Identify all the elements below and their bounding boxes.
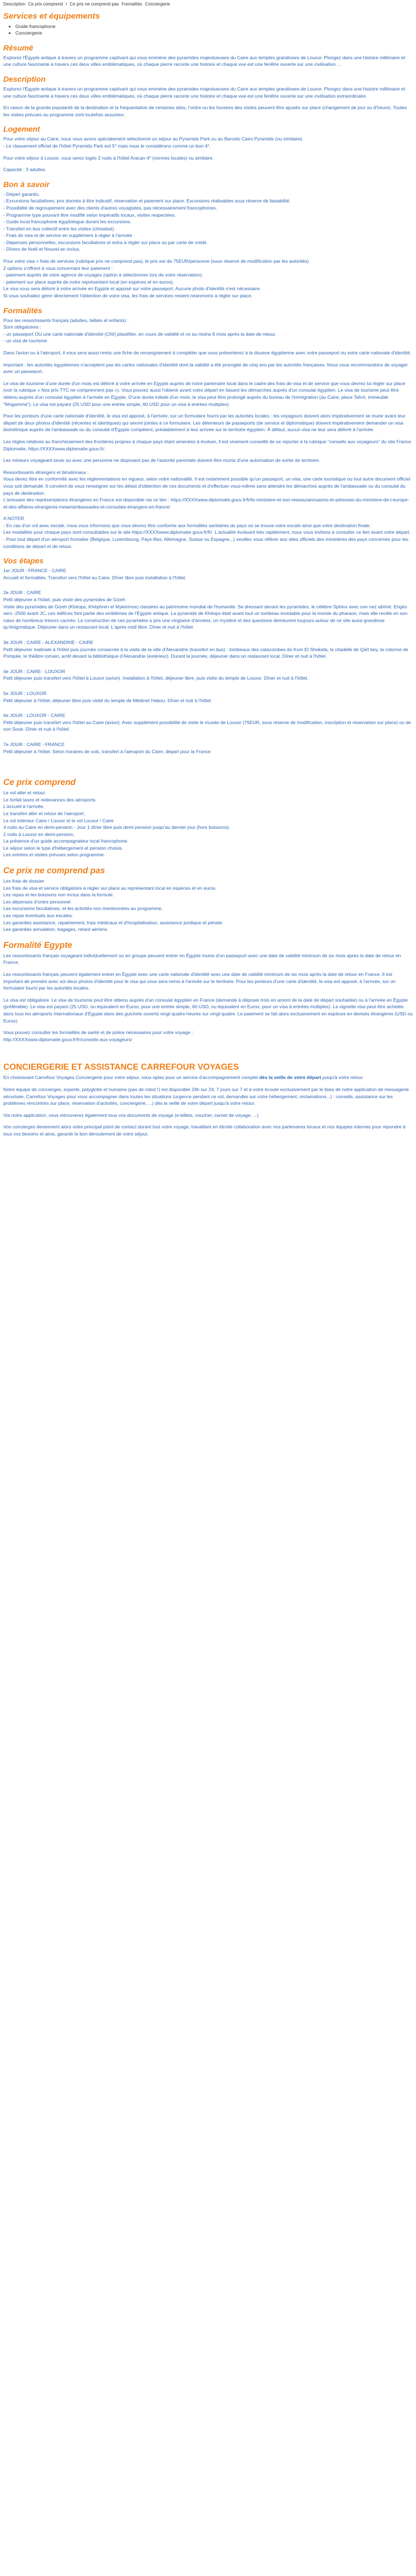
day-heading: 7e JOUR : CAIRE - FRANCE xyxy=(3,741,65,747)
day-heading: 2e JOUR : CAIRE xyxy=(3,590,41,596)
formalites-line: Vous devez être en conformité avec les réglementations en vigueur, selon votre nationalité. Il est notamment possible qu'un passeport, un visa, une carte touristique ou tout autre document officiel vous soit demandé. Il convient de vous renseigner sur les délais d'obtention de ces documents et d'effectuer vous-même sans attendre les démarches auprès de l'ambassade ou du consulat du pays de destination. xyxy=(3,476,411,496)
crumb-description[interactable]: Description xyxy=(3,2,26,7)
description-text: Explorez l'Égypte antique à travers un programme captivant qui vous emmène des pyramides majestueuses du Caire aux temples grandioses de Louxor. Plongez dans une histoire millénaire et une culture fascinante à travers ces deux villes emblématiques, où chaque pierre raconte une histoire et chaque vue est une fenêtre ouverte sur une civilisation extraordinaire xyxy=(3,86,406,99)
formalites-para: Pour les porteurs d'une carte nationale d'identité, le visa est apposé, à l'arrivée, sur un formulaire fourni par les autorités locales : les voyageurs doivent alors impérativement se munir avant leur départ de deux photos d'identité (récentes et identiques) qui seront jointes à ce formulaire. Les détenteurs de passeports (de service et diplomatique) doivent impérativement demander un visa biométrique auprès de l'ambassade ou du consulat d'Égypte compétent, préalablement à leur arrivée sur le territoire égyptien. À défaut, aucun visa ne leur sera délivré à l'arrivée. xyxy=(3,413,406,433)
logement-text: Capacité : 3 adultes. xyxy=(3,167,47,173)
bon-line: - Dîners de Noël et Nouvel an inclus. xyxy=(3,246,80,252)
list-item: 2 nuits à Louxor en demi-pension, xyxy=(3,831,75,837)
day-heading: 1er JOUR : FRANCE - CAIRE xyxy=(3,568,66,574)
list-item: Les frais de dossier. xyxy=(3,878,46,884)
list-item: L'accueil à l'arrivée. xyxy=(3,804,44,810)
day-heading: 4e JOUR : CAIRE - LOUXOR xyxy=(3,668,65,674)
bon-line: - Départ garantis. xyxy=(3,191,40,197)
crumb-sep: / xyxy=(65,2,67,7)
visa-text: Pour votre visa + frais de services (rubrique prix ne comprend pas), le prix est de 75EUR/personne (sous réserve de modification par les autorités) xyxy=(3,258,309,264)
bon-line: - Transfert en bus collectif entre les visites (climatisé). xyxy=(3,225,115,231)
conciergerie-text: jusqu'à votre retour. xyxy=(321,1075,364,1081)
bon-line: - Frais de visa et de service en supplément à régler à l'arrivée xyxy=(3,233,132,239)
day-body: Petit déjeuner matinale à l'hôtel puis journée consacrée à la visite de la ville d'Alexandrie (transfert en bus) : tombeaux des catacombes de Kom El Shokafa, la citadelle de Qaït bey, la colonne de Pompée, le théâtre romain, arrêt devant la bibliothèque d'Alexandrie (extérieur). Durant la journée, déjeuner dans un restaurant local. Dîner et nuit à l'hôtel. xyxy=(3,646,408,659)
list-item: Les repas et les boissons non inclus dans la formule. xyxy=(3,892,114,898)
services-title: Services et équipements xyxy=(3,11,100,21)
etapes-title: Vos étapes xyxy=(3,556,44,566)
day-body: Petit déjeuner puis transfert vers l'hôtel au Caire (avion). Avec supplément possibilité de visite le musée de Louxor (75EUR, sous réserve de modification, inscription et réservation sur place) ou de son Souk. Dîner et nuit à l'hôtel. xyxy=(3,719,411,732)
logement-block xyxy=(3,135,413,173)
bon-line: - Excursions facultatives, prix donnés à titre indicatif, réservation et paiement sur place. Excursions réalisables sous réserve de faisabilité. xyxy=(3,198,291,204)
formalites-line: Sont obligatoires : xyxy=(3,324,41,330)
formalites-line: Pour les ressortissants français (adultes, bébés et enfants) : xyxy=(3,317,129,323)
bon-title: Bon à savoir xyxy=(3,179,50,189)
description-title: Description xyxy=(3,74,46,83)
list-item: • Guide francophone xyxy=(15,23,413,30)
list-item: La présence d'un guide accompagnateur local francophone. xyxy=(3,838,129,844)
bon-line: - Programme type pouvant être modifié selon impératifs locaux, visites respectées. xyxy=(3,212,176,218)
visa-text: Si vous souhaitez gérer directement l'obtention de votre visa, les frais de services restent néanmoins à régler sur place. xyxy=(3,293,252,299)
day-body: Petit déjeuner à l'hôtel, déjeuner libre puis visité du temple de Médinet Habou. Dîner et nuit à l'hôtel. xyxy=(3,697,212,703)
bon-line: - Possibilité de regroupement avec des clients d'autres voyagistes, pas nécessairement francophones. xyxy=(3,205,217,211)
conciergerie-highlight: dès la veille de votre départ xyxy=(259,1075,322,1081)
list-item: Le vol intérieur Caire / Louxor et le vol Louxor / Caire xyxy=(3,817,114,823)
bon-line: - Guide local francophone égyptologue durant les excursions. xyxy=(3,219,132,225)
logement-text: Pour votre séjour à Louxor, vous serez logés 2 nuits à l'hôtel Aracan 4* (normes locales) ou similaire. xyxy=(3,155,214,161)
visa-text: Le visa vous sera délivré à votre arrivée en Egypte et apposé sur votre passeport. Aucune photo d'identité n'est nécessaire. xyxy=(3,286,261,292)
crumb-conciergerie[interactable]: Conciergerie xyxy=(145,2,170,7)
conciergerie-para xyxy=(3,1074,413,1081)
day-body: Accueil et formalités. Transfert vers l'hôtel au Caire. Dîner libre puis installation à l'hôtel. xyxy=(3,574,187,580)
conciergerie-para: Via notre application, vous retrouverez également tous vos documents de voyage (e-billets, voucher, carnet de voyage, ...) xyxy=(3,1112,259,1118)
page xyxy=(0,0,416,1138)
day-block xyxy=(3,567,413,581)
list-item: Les repas éventuels aux escales. xyxy=(3,913,74,919)
comprend-title: Ce prix comprend xyxy=(3,778,76,788)
formalites-line: Ressortissants étrangers et binationaux : xyxy=(3,469,89,475)
list-item: 4 nuits au Caire en demi-pension - Jour 1 dîner libre puis demi pension jusqu'au dernier jour (hors boissons). xyxy=(3,824,231,831)
list-item: • Conciergerie xyxy=(15,30,413,37)
crumb-ne-comprend[interactable]: Ce prix ne comprend pas xyxy=(70,2,119,7)
formalites-block xyxy=(3,317,413,550)
list-item: Le transfert aller et retour de l'aéroport. xyxy=(3,810,85,816)
formalite-egypte-para: Les ressortissants français peuvent également entrer en Égypte avec une carte nationale d'identité avec une date de validité minimum de six mois après la date de retour en France. Il est important de prendre avec soi deux photos d'identité pour le visa qui vous sera remis à l'arrivée sur le territoire. Pour les porteurs d'une carte d'identité, le visa est apposé, à l'arrivée, sur un formulaire fourni par les autorités locales. xyxy=(3,971,396,991)
day-heading: 3e JOUR : CAIRE - ALEXANDRIE - CAIRE xyxy=(3,640,94,645)
day-block xyxy=(3,589,413,631)
day-body: Petit déjeuner à l'hôtel, puis visite des pyramides de Gizeh Visite des pyramides de Gizeh (Khéops, Khéphren et Mykérinos) classées au patrimoine mondial de l'humanité. Se dressant devant les pyramides, le célèbre Sphinx avec son nez abîmé. Erigés vers -2500 avant JC, ces édifices font partie des emblèmes de l'Égypte antique. La pyramide de Khéops était avant tout un tombeau inviolable pour la momie du pharaon, mais elle recèle en son cœur de nombreux trésors cachés. La construction de ces pyramides a pris une vingtaine d'années, un mystère et des questions demeurent toujours autour de ce site aussi grandiose qu'énigmatique. Déjeuner dans un restaurant local. L'après-midi libre. Dîner et nuit à l'hôtel. xyxy=(3,597,408,630)
formalites-para: Les mineurs voyageant seuls ou avec une personne ne disposant pas de l'autorité parentale doivent être munis d'une autorisation de sortie de territoire. xyxy=(3,457,321,464)
formalites-line: L'annuaire des représentations étrangères en France est disponible via ce lien : https://XXXXwww.diplomatie.gouv.fr/fr/le-ministere-et-son-reseau/annuaires-et-adresses-du-ministere-de-l-europe-et-des-affaires-etrangeres-meae/ambassades-et-consulats-etrangers-en-france/ xyxy=(3,497,409,510)
list-item: Les garanties assistance, rapatriement, frais médicaux et d'hospitalisation, assistance juridique et pénale. xyxy=(3,919,223,925)
services-list xyxy=(15,23,413,37)
list-item: Le vol aller et retour. xyxy=(3,790,46,796)
day-block xyxy=(3,741,413,755)
formalite-egypte-title: Formalité Egypte xyxy=(3,940,72,950)
ne-comprend-title: Ce prix ne comprend pas xyxy=(3,866,105,876)
list-item: Les garanties annulation, bagages, retard aériens. xyxy=(3,927,109,933)
logement-title: Logement xyxy=(3,125,40,134)
day-block xyxy=(3,712,413,733)
formalite-egypte-para: Les ressortissants français voyageant individuellement ou en groupe peuvent entrer en Égypte munis d'un passeport avec une date de validité minimum de six mois après la date de retour en France. xyxy=(3,952,401,965)
formalites-line: A NOTER xyxy=(3,516,24,522)
bon-block xyxy=(3,191,413,300)
conciergerie-block xyxy=(3,1074,413,1137)
day-heading: 5e JOUR : LOUXOR xyxy=(3,690,47,696)
formalites-title: Formalités xyxy=(3,306,42,315)
formalites-line: - Pour tout départ d'un aéroport frontalier (Belgique, Luxembourg, Pays-Bas, Allemagne, Suisse ou Espagne...) veuillez vous référer aux sites officiels des ministères des pays concernés pour les conditions de départ et de retour. xyxy=(3,536,409,549)
crumb-comprend[interactable]: Ce prix comprend xyxy=(28,2,63,7)
formalites-para: Important : les autorités égyptiennes n'acceptent pas les cartes nationales d'identité dont la validité a été prorogée de cinq ans par les autorités françaises. Nous vous recommandons de voyager avec un passeport. xyxy=(3,361,408,375)
formalites-line: - un visa de tourisme xyxy=(3,338,47,344)
day-body: Petit déjeuner puis transfert vers l'hôtel à Louxor (avion). Installation à l'hôtel, déjeuner libre, puis visite du temple de Louxor. Dîner et nuit à l'hôtel. xyxy=(3,675,308,681)
conciergerie-para: Vos concierges deviennent alors votre principal point de contact durant tout votre voyage, travaillant en étroite collaboration avec nos partenaires locaux et nos équipes internes pour répondre à tous vos besoins et ainsi, garantir le bon déroulement de votre séjour. xyxy=(3,1124,406,1137)
visa-text: - paiement sur place auprès de notre représentant local (en espèces et en euros). xyxy=(3,279,174,285)
list-item: Les entrées et visites prévues selon programme. xyxy=(3,852,105,858)
formalites-line: Les modalités pour chaque pays sont consultables sur le site https://XXXXwww.diplomatie.gouv.fr/fr/. L'actualité évoluant très rapidement, nous vous invitons à consulter ce lien avant votre départ. xyxy=(3,529,411,535)
list-item: Le forfait taxes et redevances des aéroports. xyxy=(3,796,97,803)
visa-text: 2 options s'offrent à vous concernant leur paiement : xyxy=(3,265,113,271)
day-block xyxy=(3,639,413,660)
list-item: Le séjour selon le type d'hébergement et pension choisis. xyxy=(3,845,123,851)
breadcrumb xyxy=(3,1,413,8)
resume-title: Résumé xyxy=(3,43,33,52)
logement-text: Pour votre séjour au Caire, nous vous avons spécialement sélectionné un séjour au Pyramids Park ou au Barcelo Cairo Pyramids (ou similaire). xyxy=(3,136,303,142)
description-note: En raison de la grande popularité de la destination et la fréquentation de certaines sites, l'ordre ou les horaires des visites peuvent être ajustés sur place (changement de jour ou d'heure). Toutes les visites prévues au programme sont toutefois assurées. xyxy=(3,105,407,117)
resume-text: Explorez l'Égypte antique à travers un programme captivant qui vous emmène des pyramides majestueuses du Caire aux temples grandioses de Louxor. Plongez dans une histoire millénaire et une culture fascinante à travers ces deux villes emblématiques, où chaque pierre raconte une histoire et chaque vue est une fenêtre ouverte sur une civilisation ... xyxy=(3,54,406,67)
formalite-egypte-para: Vous pouvez consulter les formalités de santé et de police nécessaires pour votre voyage : xyxy=(3,1030,193,1036)
list-item: Les dépenses d'ordre personnel xyxy=(3,899,71,905)
formalites-para: Les règles relatives au franchissement des frontières propres à chaque pays étant amenées à évoluer, il est vivement conseillé de se reporter à la rubrique "conseils aux voyageurs" du site France Diplomatie, https://XXXXwww.diplomatie.gouv.fr/. xyxy=(3,438,412,451)
formalite-egypte-block xyxy=(3,952,413,1043)
formalites-para: Le visa de tourisme d'une durée d'un mois est délivré à votre arrivée en Egypte auprès de notre partenaire local dans le cadre des frais de visa et de service que vous devrez lui régler sur place (voir la rubrique « Nos prix TTC ne comprennent pas »). Vous pouvez aussi l'obtenir avant votre départ en faisant les démarches auprès d'un consulat égyptien. Le visa de tourisme peut être obtenu auprès d'un consulat égyptien à l'arrivée en Égypte. D'une durée initiale d'un mois, le visa peut être prolongé auprès du bureau de l'immigration (au Caire, place Tahrir, immeuble "Mogamma"). Le visa est payant (25 USD pour une entrée simple, 60 USD pour un visa à entrées multiples). xyxy=(3,380,406,407)
comprend-list xyxy=(3,789,413,858)
etapes-block xyxy=(3,567,413,755)
formalite-egypte-para: Le visa est obligatoire. Le visa de tourisme peut être obtenu auprès d'un consulat égyptien en France (demande à déposer trois en amont de la date de départ souhaitée) ou à l'arrivée en Égypte (préférable). Le visa est payant (25 USD, ou équivalent en Euros, pour une entrée simple, 60 USD, ou équivalent en Euros, pour un visa à entrées multiples). La vignette visa peut être achetée dans tous les aéroports internationaux d'Égypte dans des guichets ouverts vingt-quatre heures sur vingt-quatre. Le paiement se fait alors exclusivement en espèces en devises étrangères (USD ou Euros). xyxy=(3,997,413,1024)
list-item: Les excursions facultatives, et les activités non mentionnées au programme. xyxy=(3,906,163,912)
day-block xyxy=(3,668,413,682)
bon-line: - Dépenses personnelles, excursions facultatives et extra à régler sur place ou par carte de crédit. xyxy=(3,239,208,245)
day-heading: 6e JOUR : LOUXOR - CAIRE xyxy=(3,713,65,719)
formalites-line: - En cas d'un vol avec escale, nous vous informons que vous devrez être conforme aux formalités sanitaires du pays où se trouve votre escale ainsi que votre destination finale. xyxy=(3,522,371,528)
crumb-formalites[interactable]: Formalités xyxy=(121,2,143,7)
day-block xyxy=(3,690,413,704)
day-body: Petit déjeuner à l'hôtel. Selon horaires de vols, transfert à l'aéroport du Caire, départ pour la France xyxy=(3,748,211,754)
diplomatie-link[interactable]: http://XXXXwww.diplomatie.gouv.fr/fr/conseils-aux-voyageurs/ xyxy=(3,1036,132,1042)
visa-text: - paiement auprès de votre agence de voyages (option à sélectionner lors de votre réservation). xyxy=(3,272,204,278)
logement-text: - Le classement officiel de l'hôtel Pyramids Park est 5* mais nous le considérons comme un bon 4*. xyxy=(3,143,211,149)
formalites-para: Dans l'avion ou à l'aéroport, il vous sera aussi remis une fiche de renseignement à compléter que vous présenterez à la douane égyptienne avec votre passeport ou votre carte nationale d'identité. xyxy=(3,350,412,355)
conciergerie-para: Notre équipe de concierges, experte, polyglotte et humaine (pas de robot !) est disponible 24h sur 24, 7 jours sur 7 et à votre écoute exclusivement par le biais de notre application de messagerie sécurisée, Carrefour Voyages pour vous accompagner dans toutes les situations (urgence pendant ce vol, demandes sur votre hébergement, réclamations...) : conseils, assistance sur les problèmes rencontrés sur place, réservation d'activités, conciergerie, ...) dès la veille de votre départ jusqu'à votre retour. xyxy=(3,1086,409,1106)
formalites-line: - un passeport OU une carte nationale d'identité (CNI) plastifiée, en cours de validité et ce au moins 6 mois après la date de retour, xyxy=(3,331,277,337)
conciergerie-text: En choisissant Carrefour Voyages Conciergerie pour votre séjour, vous optez pour un service d'accompagnement complet xyxy=(3,1075,260,1081)
conciergerie-title: CONCIERGERIE ET ASSISTANCE CARREFOUR VOYAGES xyxy=(3,1063,239,1072)
list-item: Les frais de visa et service obligatoire à régler sur place au représentant local en espèces et en euros. xyxy=(3,885,217,891)
ne-comprend-list xyxy=(3,878,413,933)
